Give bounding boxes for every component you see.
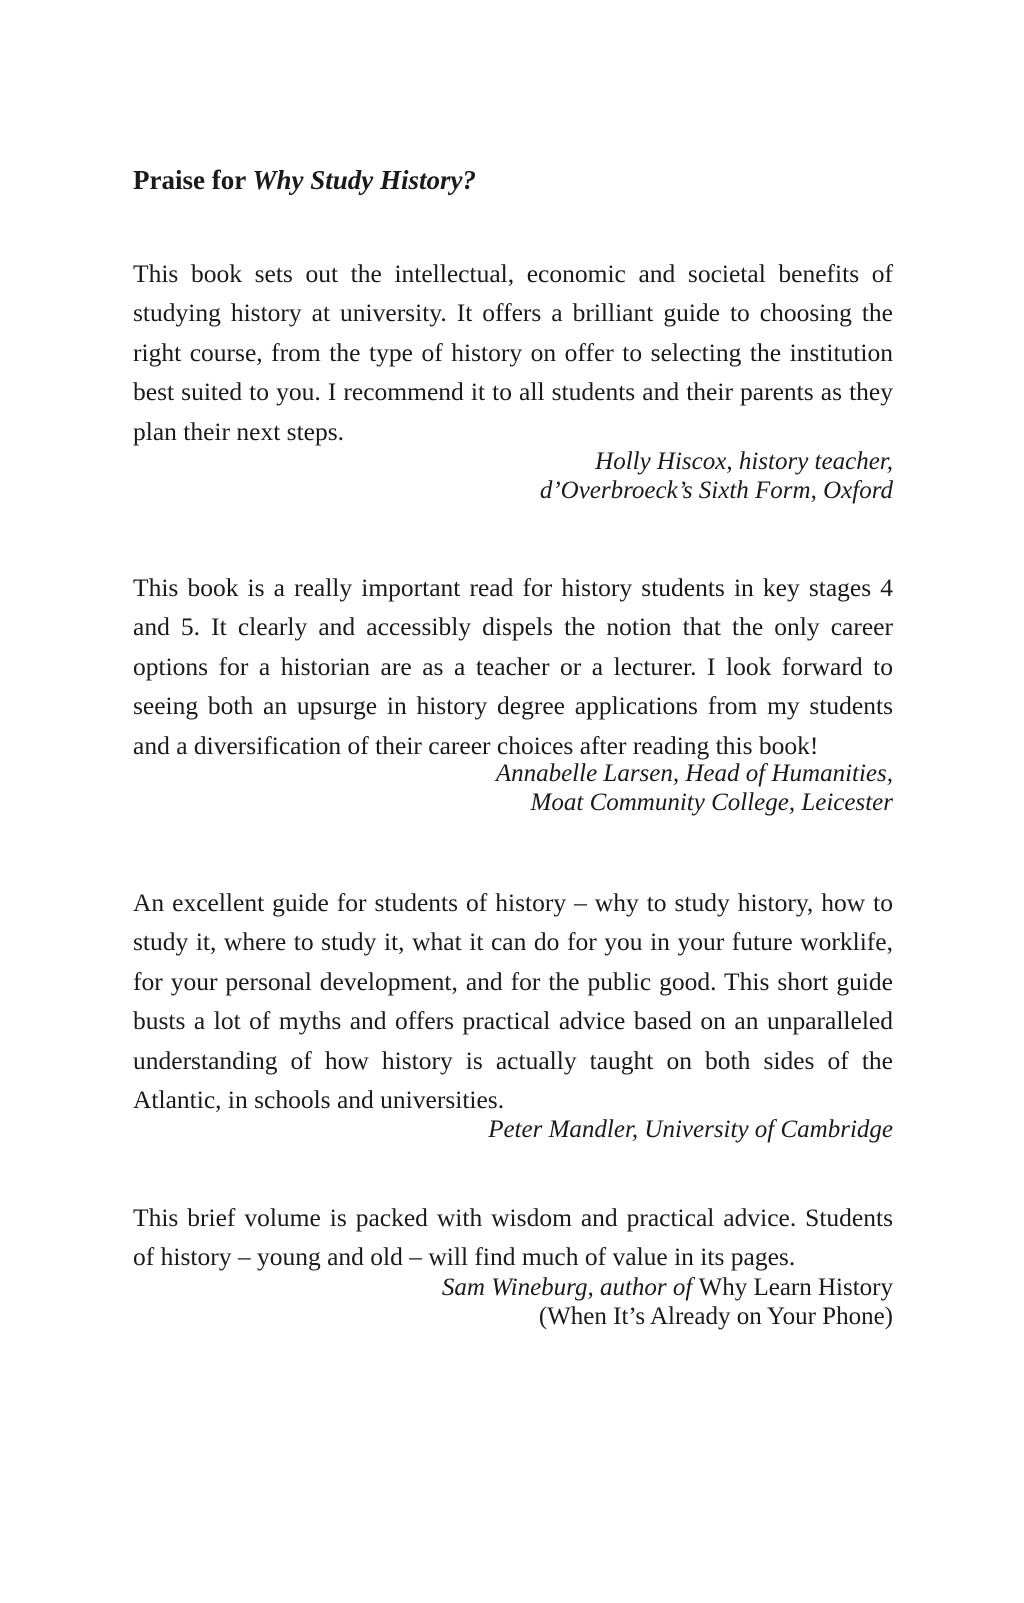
endorsement-quote — [133, 254, 893, 505]
endorsement-quote — [133, 568, 893, 817]
attribution-line — [133, 1273, 893, 1302]
quote-attribution — [133, 447, 893, 505]
quote-text: This book is a really important read for history students in key stages 4 and 5. It clearly and accessibly dispels the notion that the only career options for a historian are as a teacher or a lecturer. I look forward to seeing both an upsurge in history degree applications from my students and a diversification of their career choices after reading this book! — [133, 573, 893, 760]
quote-text: This brief volume is packed with wisdom and practical advice. Students of history – young and old – will find much of value in its pages. — [133, 1203, 893, 1272]
attribution-book-subtitle: (When It’s Already on Your Phone) — [538, 1302, 893, 1330]
attribution-book-title: Why Learn History — [698, 1273, 893, 1301]
attribution-author: Sam Wineburg, author of — [441, 1273, 699, 1301]
attribution-line: Peter Mandler, University of Cambridge — [488, 1116, 893, 1144]
quote-attribution — [133, 759, 893, 817]
attribution-line: d’Overbroeck’s Sixth Form, Oxford — [539, 477, 893, 505]
quote-text: This book sets out the intellectual, economic and societal benefits of studying history at university. It offers a brilliant guide to choosing the right course, from the type of history on offer to selecting the institution best suited to you. I recommend it to all students and their parents as they plan their next steps. — [133, 259, 893, 446]
attribution-line: Holly Hiscox, history teacher, — [595, 448, 893, 476]
heading-book-title: Why Study History? — [252, 165, 476, 195]
endorsement-quote — [133, 1198, 893, 1331]
endorsement-quote — [133, 883, 893, 1144]
attribution-line: Moat Community College, Leicester — [530, 789, 893, 817]
attribution-line: Annabelle Larsen, Head of Humanities, — [495, 760, 893, 788]
heading-prefix: Praise for — [133, 165, 253, 195]
quote-attribution — [133, 1273, 893, 1331]
page-heading — [133, 162, 476, 198]
quote-text: An excellent guide for students of history – why to study history, how to study it, where to study it, what it can do for you in your future worklife, for your personal development, and for the public good. This short guide busts a lot of myths and offers practical advice based on an unparalleled understanding of how history is actually taught on both sides of the Atlantic, in schools and universities. — [133, 888, 893, 1115]
quote-attribution — [133, 1115, 893, 1144]
